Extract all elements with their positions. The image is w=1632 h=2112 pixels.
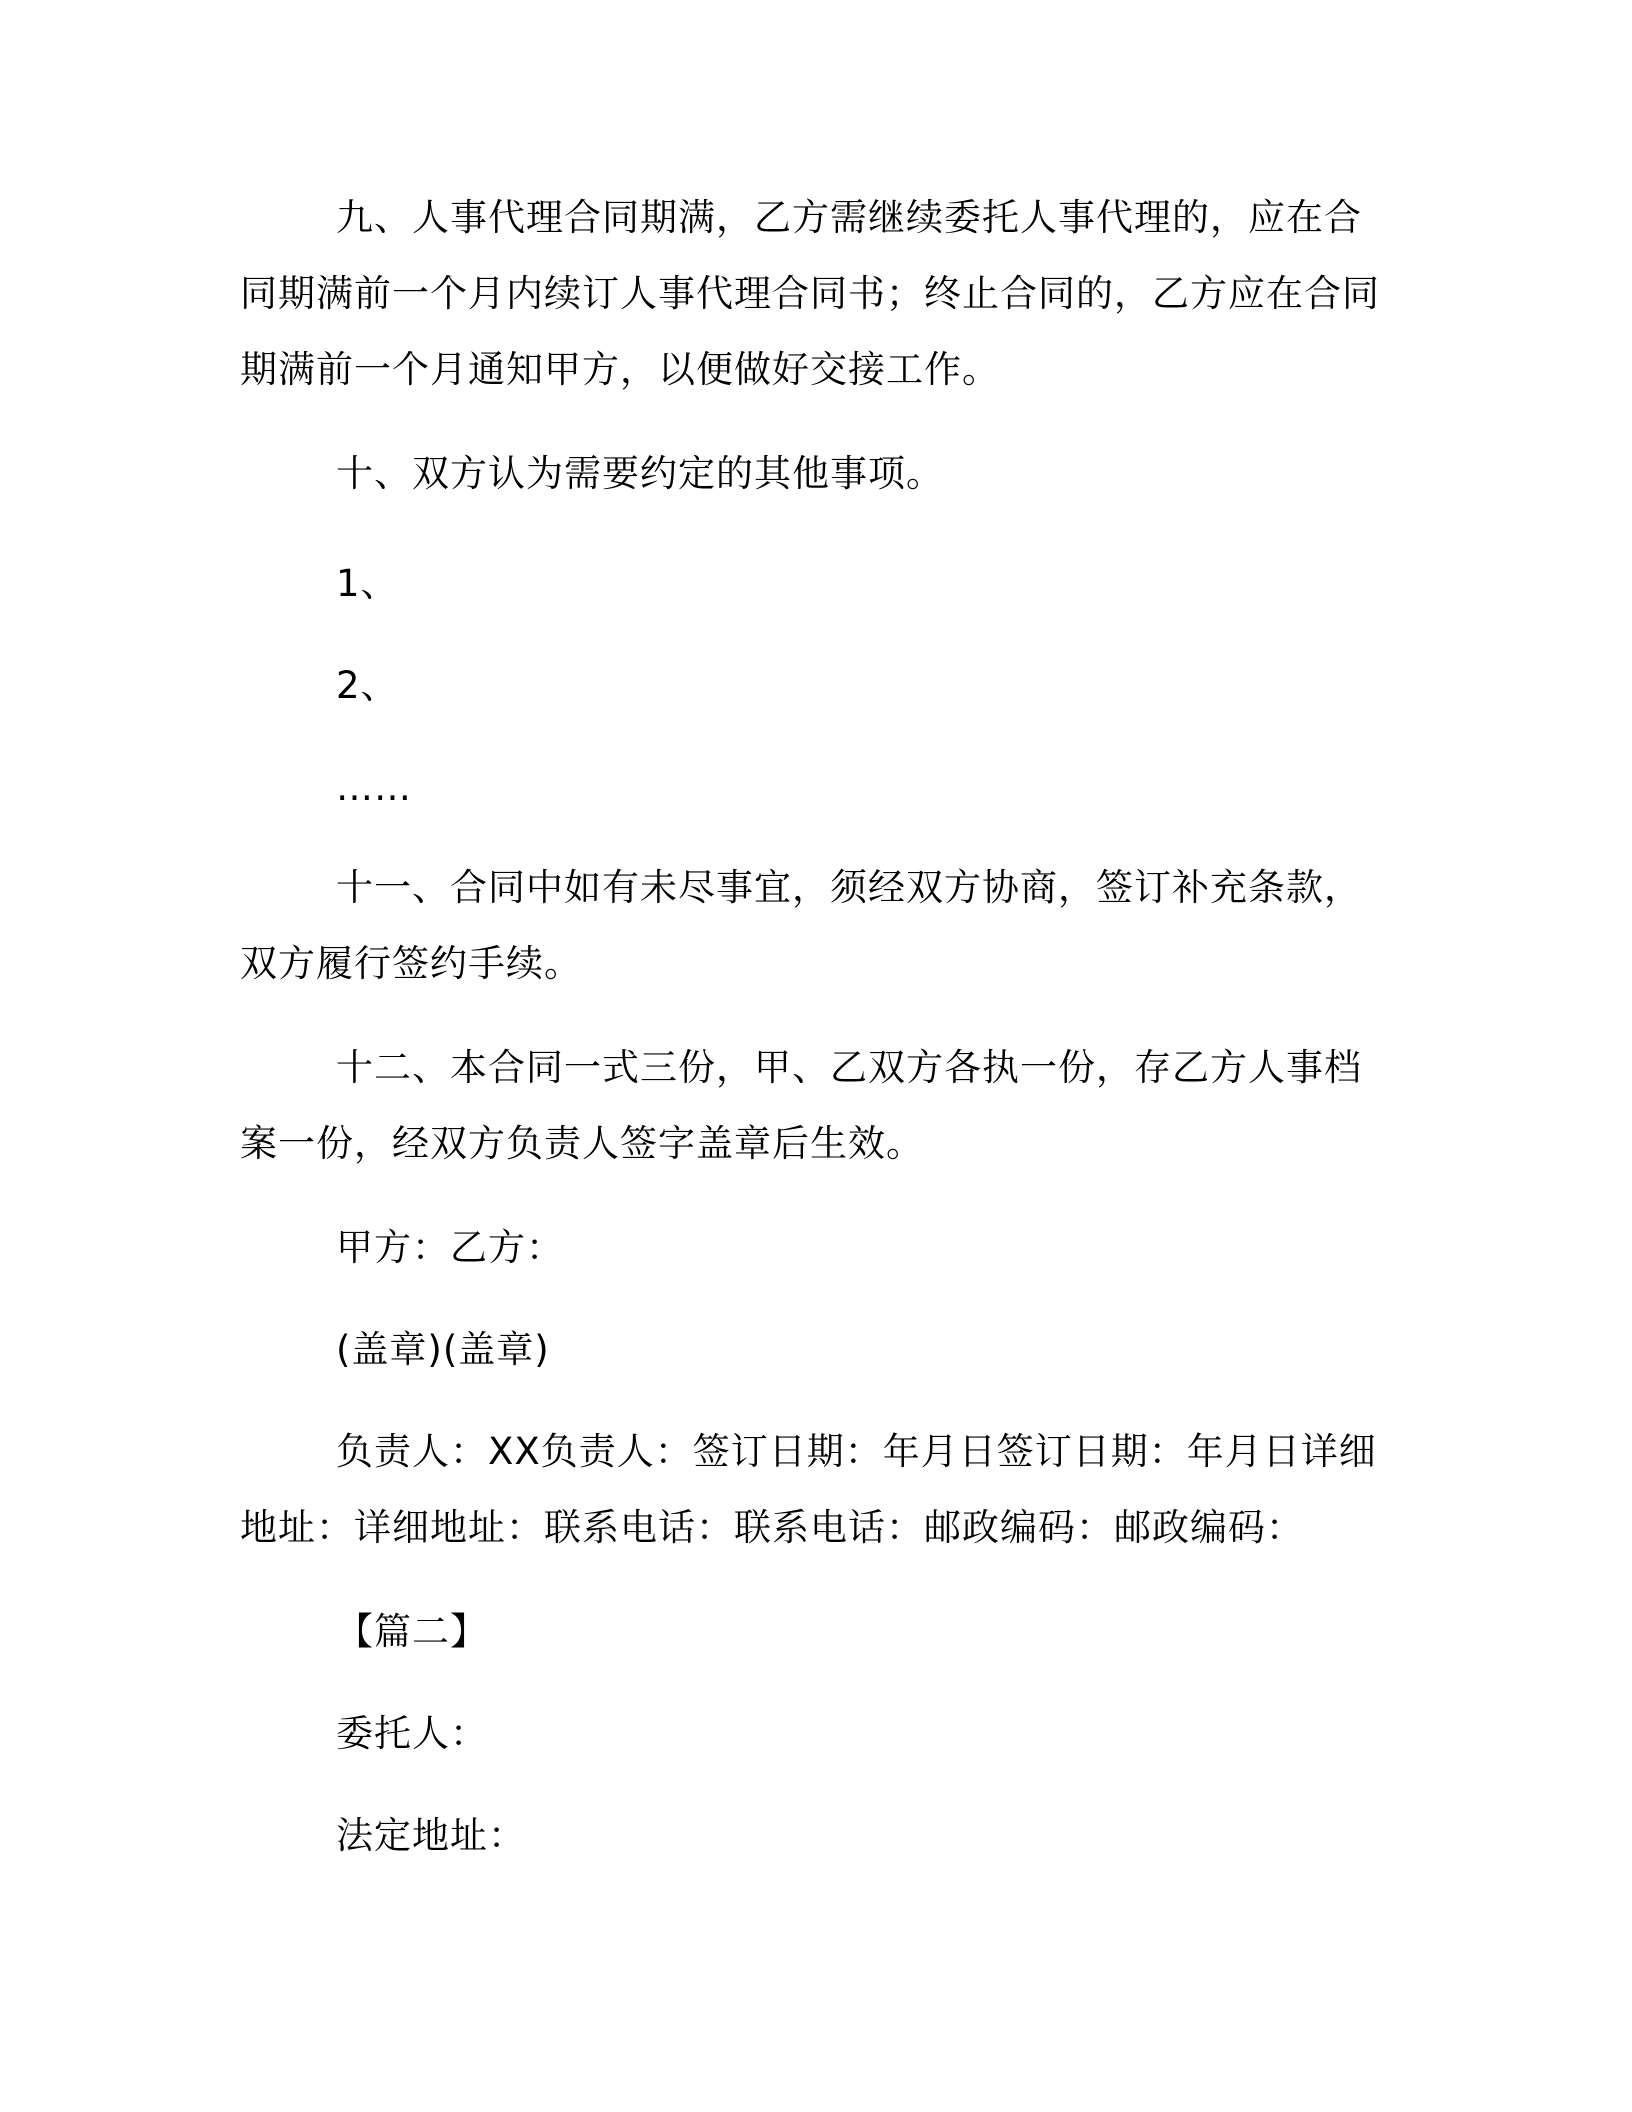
- clause-9: 九、人事代理合同期满，乙方需继续委托人事代理的，应在合同期满前一个月内续订人事代理合同书；终止合同的，乙方应在合同期满前一个月通知甲方，以便做好交接工作。: [240, 196, 1380, 391]
- clause-11: 十一、合同中如有未尽事宜，须经双方协商，签订补充条款，双方履行签约手续。: [240, 866, 1362, 985]
- clause-10: 十、双方认为需要约定的其他事项。: [336, 452, 944, 495]
- signature-details: 负责人：XX负责人：签订日期：年月日签订日期：年月日详细地址：详细地址：联系电话：联系电话：邮政编码：邮政编码：: [240, 1430, 1377, 1549]
- legal-address-label: 法定地址：: [336, 1814, 526, 1857]
- principal-label: 委托人：: [336, 1712, 488, 1755]
- item-1: 1、: [336, 562, 399, 605]
- ellipsis: ……: [336, 766, 412, 809]
- item-2: 2、: [336, 664, 399, 707]
- section-heading-part-two: 【篇二】: [336, 1610, 488, 1653]
- party-labels: 甲方：乙方：: [336, 1226, 564, 1269]
- clause-12: 十二、本合同一式三份，甲、乙双方各执一份，存乙方人事档案一份，经双方负责人签字盖章后生效。: [240, 1046, 1362, 1165]
- seal-labels: (盖章)(盖章): [336, 1328, 550, 1371]
